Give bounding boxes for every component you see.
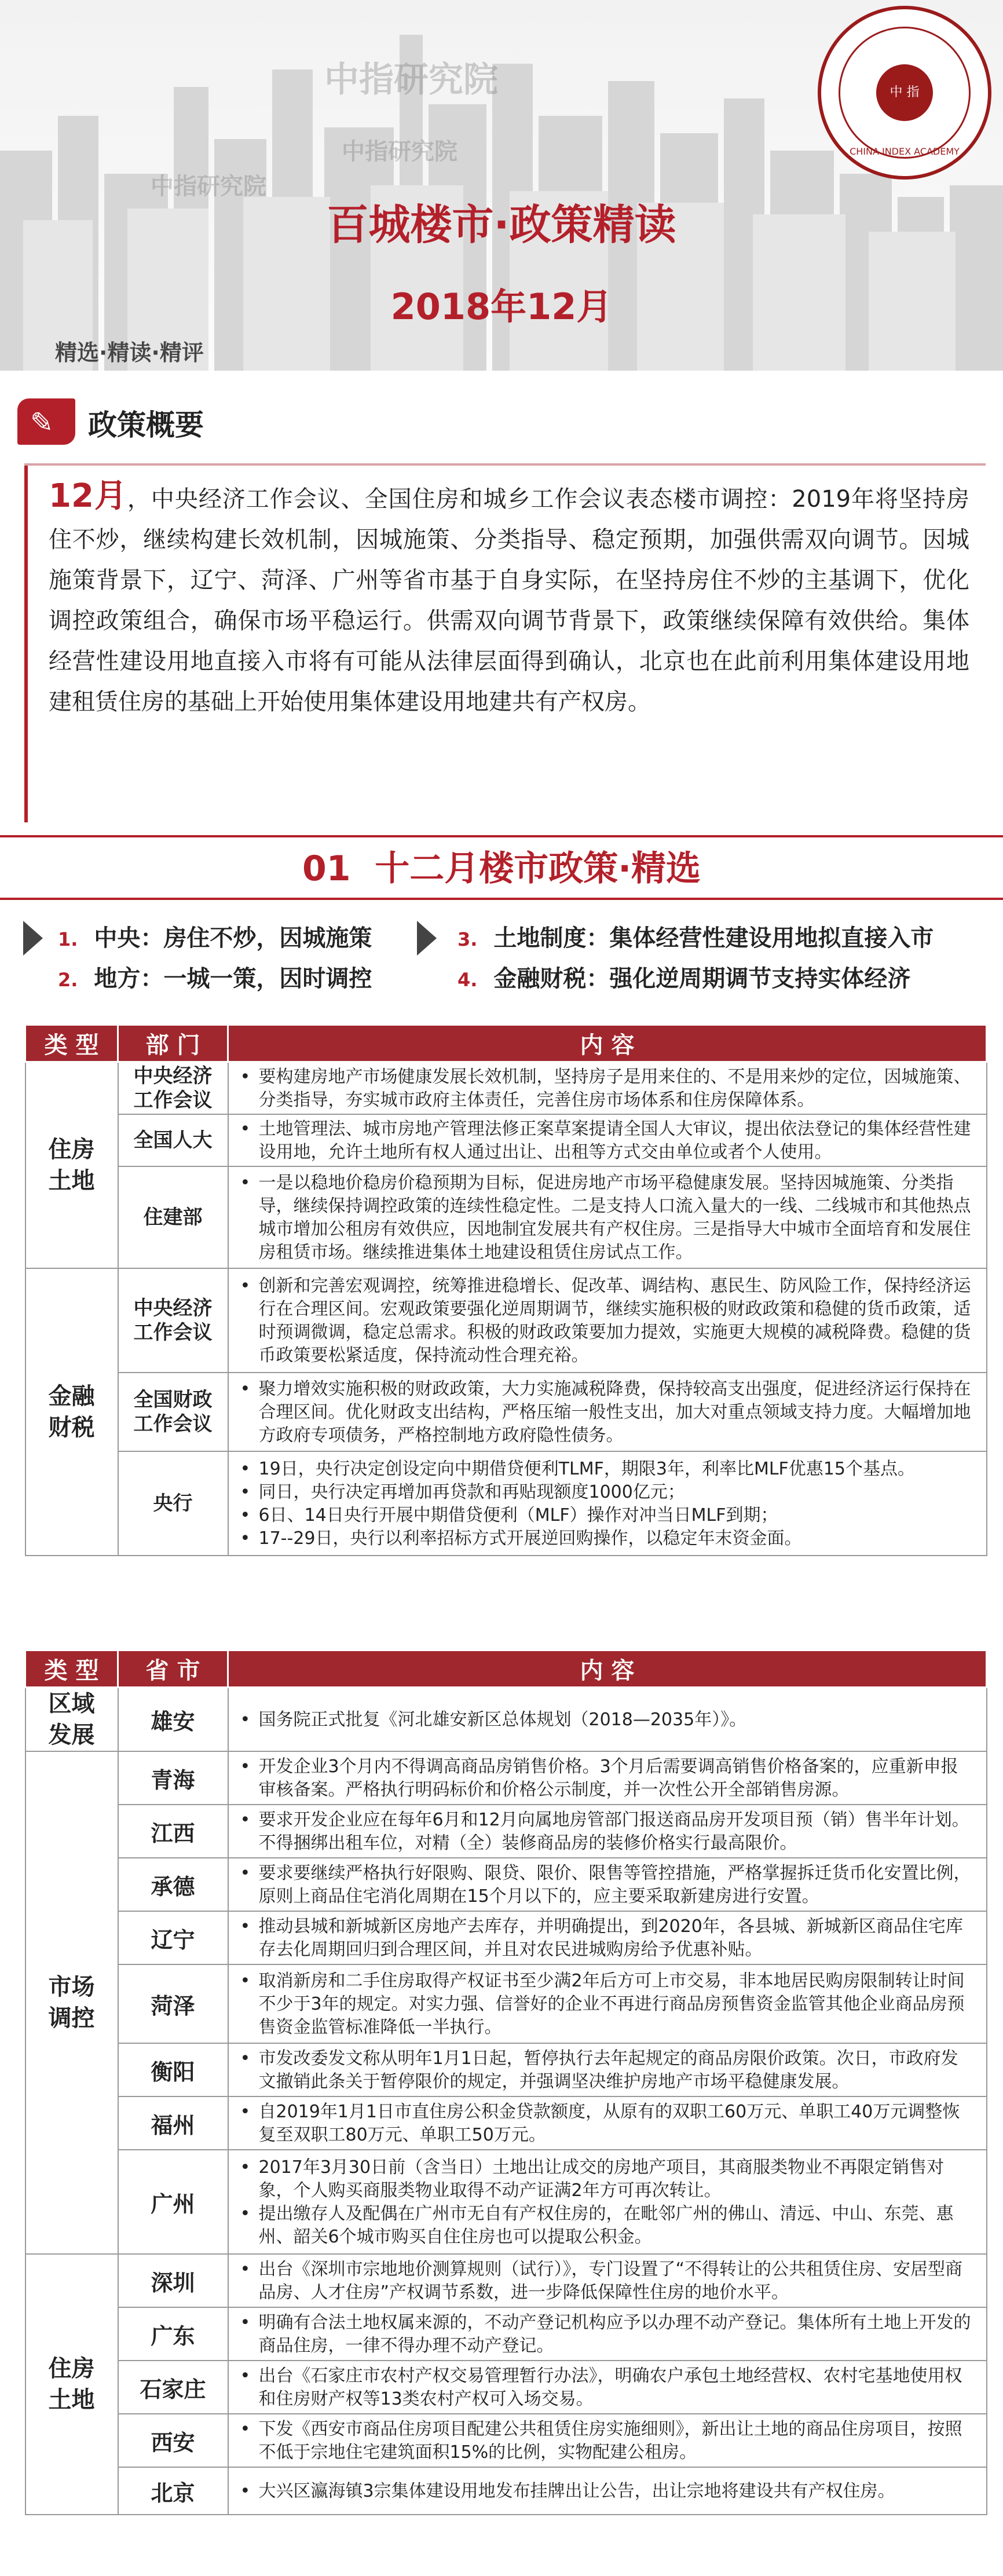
logo-english-text: CHINA INDEX ACADEMY (850, 146, 960, 157)
content-cell: • 大兴区瀛海镇3宗集体建设用地发布挂牌出让公告，出让宗地将建设共有产权住房。 (228, 2467, 987, 2515)
column-header: 内 容 (228, 1651, 987, 1688)
city-cell: 衡阳 (118, 2043, 228, 2096)
table-row (25, 1688, 987, 1752)
city-cell: 辽宁 (118, 1911, 228, 1964)
city-cell: 承德 (118, 1858, 228, 1911)
city-cell: 广东 (118, 2307, 228, 2361)
content-cell: • 开发企业3个月内不得调高商品房销售价格。3个月后需要调高销售价格备案的，应重新申报审核备案。严格执行明码标价和价格公示制度，并一次性公开全部销售房源。 (228, 1751, 987, 1805)
column-header: 类 型 (25, 1651, 118, 1688)
divider (0, 835, 1003, 837)
content-cell: • 出台《深圳市宗地地价测算规则（试行）》，专门设置了“不得转让的公共租赁住房、安居型商品房、人才住房”产权调节系数，进一步降低保障性住房的地价水平。 (228, 2254, 987, 2307)
column-header: 省 市 (118, 1651, 228, 1688)
column-header: 内 容 (228, 1025, 987, 1062)
table-row (25, 1166, 987, 1268)
central-policy-table (24, 1024, 987, 1556)
table-row (25, 1268, 987, 1373)
content-cell: • 一是以稳地价稳房价稳预期为目标，促进房地产市场平稳健康发展。坚持因城施策、分类指导，继续保持调控政策的连续性稳定性。二是支持人口流入量大的一线、二线城市和其他热点城市增加公租房有效供应，因地制宜发展共有产权住房。三是指导大中城市全面培育和发展住房租赁市场。继续推进集体土地建设租赁住房试点工作。 (228, 1166, 987, 1268)
city-cell: 广州 (118, 2150, 228, 2254)
table-row (25, 1373, 987, 1451)
overview-section-title: 政策概要 (88, 408, 204, 442)
content-cell: • 市发改委发文称从明年1月1日起，暂停执行去年起规定的商品房限价政策。次日，市政府发文撤销此条关于暂停限价的规定，并强调坚决维护房地产市场平稳健康发展。 (228, 2043, 987, 2096)
overview-text: ，中央经济工作会议、全国住房和城乡工作会议表态楼市调控：2019年将坚持房住不炒，继续构建长效机制，因城施策、分类指导、稳定预期，加强供需双向调节。因城施策背景下，辽宁、菏泽、广州等省市基于自身实际，在坚持房住不炒的主基调下，优化调控政策组合，确保市场平稳运行。供需双向调节背景下，政策继续保障有效供给。集体经营性建设用地直接入市将有可能从法律层面得到确认，北京也在此前利用集体建设用地建租赁住房的基础上开始使用集体建设用地建共有产权房。 (49, 486, 969, 715)
table-row (25, 2361, 987, 2414)
header-banner (0, 0, 1003, 371)
column-header: 类 型 (25, 1025, 118, 1062)
table-row (25, 2096, 987, 2150)
tagline: 精选·精读·精评 (55, 340, 204, 365)
city-cell: 菏泽 (118, 1964, 228, 2043)
department-cell: 住建部 (118, 1166, 228, 1268)
city-cell: 深圳 (118, 2254, 228, 2307)
content-cell: • 取消新房和二手住房取得产权证书至少满2年后方可上市交易，非本地居民购房限制转让时间不少于3年的规定。对实力强、信誉好的企业不再进行商品房预售资金监管其他企业商品房预售资金监管标准降低一半执行。 (228, 1964, 987, 2043)
content-cell: • 要构建房地产市场健康发展长效机制，坚持房子是用来住的、不是用来炒的定位，因城施策、分类指导，夯实城市政府主体责任，完善住房市场体系和住房保障体系。 (228, 1062, 987, 1114)
content-cell: • 聚力增效实施积极的财政政策，大力实施减税降费，保持较高支出强度，促进经济运行保持在合理区间。优化财政支出结构，严格压缩一般性支出，加大对重点领域支持力度。大幅增加地方政府专项债务，严格控制地方政府隐性债务。 (228, 1373, 987, 1451)
table-row (25, 2254, 987, 2307)
table-row (25, 2307, 987, 2361)
section-number: 01 (302, 848, 351, 889)
divider (0, 898, 1003, 900)
summary-item: 2. 地方：一城一策，因时调控 (58, 965, 372, 992)
content-cell: • 土地管理法、城市房地产管理法修正案草案提请全国人大审议，提出依法登记的集体经营性建设用地，允许土地所有权人通过出让、出租等方式交由单位或者个人使用。 (228, 1114, 987, 1166)
content-cell: • 国务院正式批复《河北雄安新区总体规划（2018—2035年）》。 (228, 1688, 987, 1752)
overview-box (24, 463, 986, 822)
summary-item: 4. 金融财税：强化逆周期调节支持实体经济 (457, 965, 911, 992)
table-row (25, 2414, 987, 2467)
local-policy-table (24, 1649, 987, 2515)
city-cell: 青海 (118, 1751, 228, 1805)
content-cell: • 要求要继续严格执行好限购、限贷、限价、限售等管控措施，严格掌握拆迁货币化安置比例，原则上商品住宅消化周期在15个月以下的，应主要采取新建房进行安置。 (228, 1858, 987, 1911)
department-cell: 央行 (118, 1451, 228, 1556)
page-title: 百城楼市·政策精读 (327, 200, 676, 249)
column-header: 部 门 (118, 1025, 228, 1062)
chevron-right-icon (23, 921, 43, 956)
table-row (25, 2150, 987, 2254)
table-row (25, 2467, 987, 2515)
category-cell: 住房 土地 (25, 2254, 118, 2515)
section-01-title (0, 841, 1003, 891)
content-cell: • 19日，央行决定创设定向中期借贷便利TLMF，期限3年，利率比MLF优惠15个基点。 • 同日，央行决定再增加再贷款和再贴现额度1000亿元； • 6日、14日央行开展中期借贷便利（MLF）操作对冲当日MLF到期； • 17--29日，央行以利率招标方式开展逆回购操作，以稳定年末资金面。 (228, 1451, 987, 1556)
summary-item: 1. 中央：房住不炒，因城施策 (58, 925, 372, 952)
overview-month: 12月 (49, 477, 127, 515)
city-cell: 江西 (118, 1805, 228, 1858)
department-cell: 全国人大 (118, 1114, 228, 1166)
table-row (25, 1114, 987, 1166)
content-cell: • 下发《西安市商品住房项目配建公共租赁住房实施细则》，新出让土地的商品住房项目，按照不低于宗地住宅建筑面积15%的比例，实物配建公租房。 (228, 2414, 987, 2467)
pencil-icon: ✎ (17, 398, 75, 445)
table-row (25, 1062, 987, 1114)
page-subtitle: 2018年12月 (390, 286, 613, 328)
china-index-academy-logo (818, 6, 991, 180)
content-cell: • 推动县城和新城新区房地产去库存，并明确提出，到2020年，各县城、新城新区商品住宅库存去化周期回归到合理区间，并且对农民进城购房给予优惠补贴。 (228, 1911, 987, 1964)
table-row (25, 1964, 987, 2043)
category-cell: 区域 发展 (25, 1688, 118, 1752)
city-cell: 北京 (118, 2467, 228, 2515)
chevron-right-icon (417, 921, 437, 956)
city-cell: 西安 (118, 2414, 228, 2467)
content-cell: • 出台《石家庄市农村产权交易管理暂行办法》，明确农户承包土地经营权、农村宅基地使用权和住房财产权等13类农村产权可入场交易。 (228, 2361, 987, 2414)
watermark: 中指研究院 (342, 138, 457, 165)
department-cell: 全国财政 工作会议 (118, 1373, 228, 1451)
watermark: 中指研究院 (324, 60, 498, 100)
section-title: 十二月楼市政策·精选 (375, 848, 701, 889)
content-cell: • 要求开发企业应在每年6月和12月向属地房管部门报送商品房开发项目预（销）售半年计划。不得捆绑出租车位，对精（全）装修商品房的装修价格实行最高限价。 (228, 1805, 987, 1858)
content-cell: • 创新和完善宏观调控，统筹推进稳增长、促改革、调结构、惠民生、防风险工作，保持经济运行在合理区间。宏观政策要强化逆周期调节，继续实施积极的财政政策和稳健的货币政策，适时预调微调，稳定总需求。积极的财政政策要加力提效，实施更大规模的减税降费。稳健的货币政策要松紧适度，保持流动性合理充裕。 (228, 1268, 987, 1373)
category-cell: 住房 土地 (25, 1062, 118, 1268)
city-cell: 石家庄 (118, 2361, 228, 2414)
summary-item: 3. 土地制度：集体经营性建设用地拟直接入市 (457, 925, 934, 952)
category-cell: 金融 财税 (25, 1268, 118, 1556)
table-row (25, 1805, 987, 1858)
table-row (25, 2043, 987, 2096)
table-row (25, 1911, 987, 1964)
content-cell: • 2017年3月30日前（含当日）土地出让成交的房地产项目，其商服类物业不再限定销售对象，个人购买商服类物业取得不动产证满2年方可再次转让。 • 提出缴存人及配偶在广州市无自有产权住房的，在毗邻广州的佛山、清远、中山、东莞、惠州、韶关6个城市购买自住住房也可以提取公积金。 (228, 2150, 987, 2254)
table-row (25, 1858, 987, 1911)
department-cell: 中央经济 工作会议 (118, 1062, 228, 1114)
table-row (25, 1751, 987, 1805)
logo-center-text: 中 指 (889, 85, 920, 100)
city-cell: 雄安 (118, 1688, 228, 1752)
department-cell: 中央经济 工作会议 (118, 1268, 228, 1373)
table-row (25, 1451, 987, 1556)
overview-paragraph (49, 476, 969, 722)
watermark: 中指研究院 (151, 173, 266, 200)
content-cell: • 自2019年1月1日市直住房公积金贷款额度，从原有的双职工60万元、单职工40万元调整恢复至双职工80万元、单职工50万元。 (228, 2096, 987, 2150)
category-cell: 市场 调控 (25, 1751, 118, 2254)
city-cell: 福州 (118, 2096, 228, 2150)
content-cell: • 明确有合法土地权属来源的，不动产登记机构应予以办理不动产登记。集体所有土地上开发的商品住房，一律不得办理不动产登记。 (228, 2307, 987, 2361)
